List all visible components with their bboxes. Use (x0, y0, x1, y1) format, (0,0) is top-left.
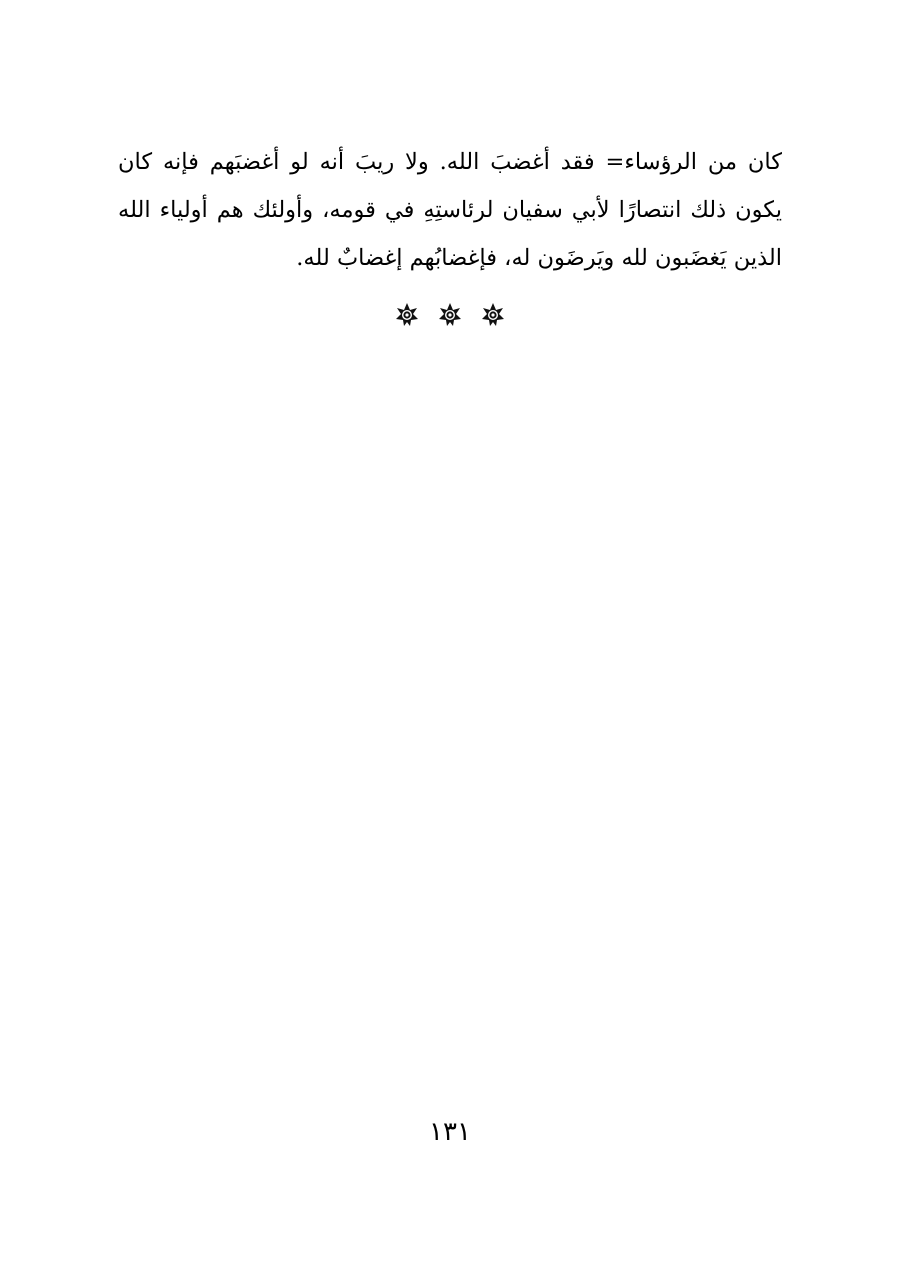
body-line-2: يكون ذلك انتصارًا لأبي سفيان لرئاستِهِ في قومه، وأولئك هم أولياء الله (118, 197, 782, 223)
body-line-1: كان من الرؤساء= فقد أغضبَ الله. ولا ريبَ أنه لو أغضبَهم فإنه كان (118, 149, 782, 175)
page-number: ١٣١ (429, 1117, 471, 1147)
star-flower-ornament-icon (437, 302, 463, 328)
star-flower-ornament-icon (394, 302, 420, 328)
body-paragraph (118, 138, 782, 282)
body-line-3: الذين يَغضَبون لله ويَرضَون له، فإغضابُهم إغضابٌ لله. (296, 245, 782, 271)
section-divider (0, 302, 900, 328)
star-flower-ornament-icon (480, 302, 506, 328)
